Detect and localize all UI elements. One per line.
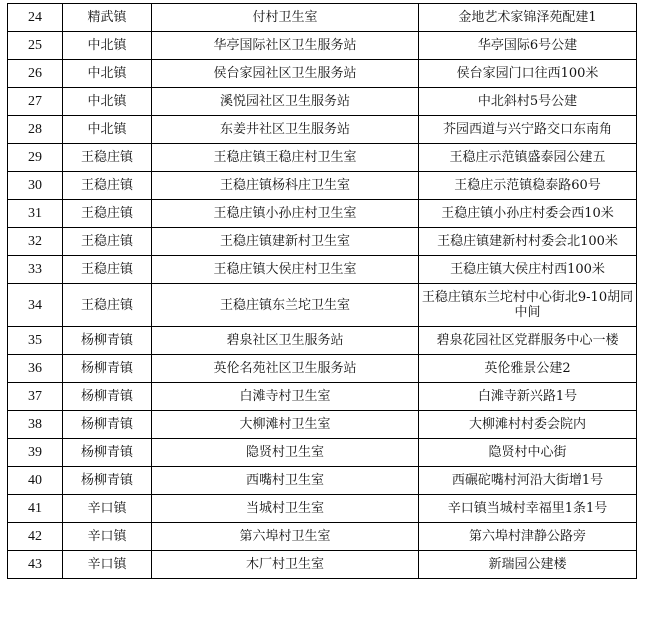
table-row — [8, 32, 637, 60]
town-cell: 王稳庄镇 — [63, 228, 152, 256]
address-cell: 白滩寺新兴路1号 — [419, 383, 637, 411]
clinic-name-cell: 王稳庄镇王稳庄村卫生室 — [152, 144, 419, 172]
clinic-name-cell: 大柳滩村卫生室 — [152, 411, 419, 439]
clinic-name-cell: 王稳庄镇东兰坨卫生室 — [152, 284, 419, 327]
address-cell: 大柳滩村村委会院内 — [419, 411, 637, 439]
town-cell: 精武镇 — [63, 4, 152, 32]
town-cell: 杨柳青镇 — [63, 383, 152, 411]
row-number-cell: 38 — [8, 411, 63, 439]
clinic-table-container — [7, 3, 637, 579]
table-row — [8, 327, 637, 355]
address-cell: 西碾砣嘴村河沿大街增1号 — [419, 467, 637, 495]
row-number-cell: 37 — [8, 383, 63, 411]
address-cell: 华亭国际6号公建 — [419, 32, 637, 60]
address-cell: 王稳庄镇东兰坨村中心街北9-10胡同中间 — [419, 284, 637, 327]
row-number-cell: 36 — [8, 355, 63, 383]
town-cell: 王稳庄镇 — [63, 256, 152, 284]
clinic-name-cell: 隐贤村卫生室 — [152, 439, 419, 467]
row-number-cell: 27 — [8, 88, 63, 116]
address-cell: 侯台家园门口往西100米 — [419, 60, 637, 88]
table-row — [8, 523, 637, 551]
clinic-name-cell: 第六埠村卫生室 — [152, 523, 419, 551]
table-row — [8, 4, 637, 32]
address-cell: 第六埠村津静公路旁 — [419, 523, 637, 551]
row-number-cell: 32 — [8, 228, 63, 256]
clinic-name-cell: 东姜井社区卫生服务站 — [152, 116, 419, 144]
table-row — [8, 383, 637, 411]
clinic-name-cell: 华亭国际社区卫生服务站 — [152, 32, 419, 60]
town-cell: 辛口镇 — [63, 523, 152, 551]
row-number-cell: 43 — [8, 551, 63, 579]
table-row — [8, 355, 637, 383]
clinic-name-cell: 侯台家园社区卫生服务站 — [152, 60, 419, 88]
town-cell: 辛口镇 — [63, 495, 152, 523]
address-cell: 王稳庄镇建新村村委会北100米 — [419, 228, 637, 256]
clinic-name-cell: 溪悦园社区卫生服务站 — [152, 88, 419, 116]
address-cell: 中北斜村5号公建 — [419, 88, 637, 116]
table-row — [8, 88, 637, 116]
town-cell: 王稳庄镇 — [63, 284, 152, 327]
address-cell: 王稳庄镇小孙庄村委会西10米 — [419, 200, 637, 228]
table-row — [8, 60, 637, 88]
town-cell: 中北镇 — [63, 60, 152, 88]
clinic-table-body — [8, 4, 637, 579]
table-row — [8, 467, 637, 495]
town-cell: 杨柳青镇 — [63, 411, 152, 439]
row-number-cell: 25 — [8, 32, 63, 60]
clinic-name-cell: 王稳庄镇建新村卫生室 — [152, 228, 419, 256]
address-cell: 碧泉花园社区党群服务中心一楼 — [419, 327, 637, 355]
address-cell: 英伦雅景公建2 — [419, 355, 637, 383]
row-number-cell: 40 — [8, 467, 63, 495]
clinic-table — [7, 3, 637, 579]
town-cell: 杨柳青镇 — [63, 327, 152, 355]
town-cell: 杨柳青镇 — [63, 467, 152, 495]
table-row — [8, 551, 637, 579]
address-cell: 辛口镇当城村幸福里1条1号 — [419, 495, 637, 523]
clinic-name-cell: 当城村卫生室 — [152, 495, 419, 523]
row-number-cell: 31 — [8, 200, 63, 228]
town-cell: 中北镇 — [63, 116, 152, 144]
row-number-cell: 30 — [8, 172, 63, 200]
clinic-name-cell: 付村卫生室 — [152, 4, 419, 32]
table-row — [8, 495, 637, 523]
row-number-cell: 33 — [8, 256, 63, 284]
table-row — [8, 116, 637, 144]
address-cell: 王稳庄镇大侯庄村西100米 — [419, 256, 637, 284]
town-cell: 辛口镇 — [63, 551, 152, 579]
address-cell: 芥园西道与兴宁路交口东南角 — [419, 116, 637, 144]
table-row — [8, 256, 637, 284]
clinic-name-cell: 王稳庄镇大侯庄村卫生室 — [152, 256, 419, 284]
town-cell: 王稳庄镇 — [63, 144, 152, 172]
address-cell: 隐贤村中心街 — [419, 439, 637, 467]
row-number-cell: 41 — [8, 495, 63, 523]
row-number-cell: 35 — [8, 327, 63, 355]
row-number-cell: 39 — [8, 439, 63, 467]
town-cell: 王稳庄镇 — [63, 200, 152, 228]
table-row — [8, 172, 637, 200]
table-row — [8, 411, 637, 439]
address-cell: 王稳庄示范镇盛泰园公建五 — [419, 144, 637, 172]
table-row — [8, 200, 637, 228]
row-number-cell: 26 — [8, 60, 63, 88]
table-row — [8, 284, 637, 327]
town-cell: 王稳庄镇 — [63, 172, 152, 200]
town-cell: 杨柳青镇 — [63, 355, 152, 383]
clinic-name-cell: 木厂村卫生室 — [152, 551, 419, 579]
table-row — [8, 228, 637, 256]
address-cell: 王稳庄示范镇稳泰路60号 — [419, 172, 637, 200]
row-number-cell: 29 — [8, 144, 63, 172]
table-row — [8, 144, 637, 172]
address-cell: 新瑞园公建楼 — [419, 551, 637, 579]
clinic-name-cell: 白滩寺村卫生室 — [152, 383, 419, 411]
clinic-name-cell: 王稳庄镇小孙庄村卫生室 — [152, 200, 419, 228]
town-cell: 中北镇 — [63, 88, 152, 116]
row-number-cell: 24 — [8, 4, 63, 32]
row-number-cell: 42 — [8, 523, 63, 551]
town-cell: 中北镇 — [63, 32, 152, 60]
town-cell: 杨柳青镇 — [63, 439, 152, 467]
row-number-cell: 28 — [8, 116, 63, 144]
address-cell: 金地艺术家锦泽苑配建1 — [419, 4, 637, 32]
clinic-name-cell: 王稳庄镇杨科庄卫生室 — [152, 172, 419, 200]
clinic-name-cell: 英伦名苑社区卫生服务站 — [152, 355, 419, 383]
row-number-cell: 34 — [8, 284, 63, 327]
clinic-name-cell: 碧泉社区卫生服务站 — [152, 327, 419, 355]
table-row — [8, 439, 637, 467]
clinic-name-cell: 西嘴村卫生室 — [152, 467, 419, 495]
